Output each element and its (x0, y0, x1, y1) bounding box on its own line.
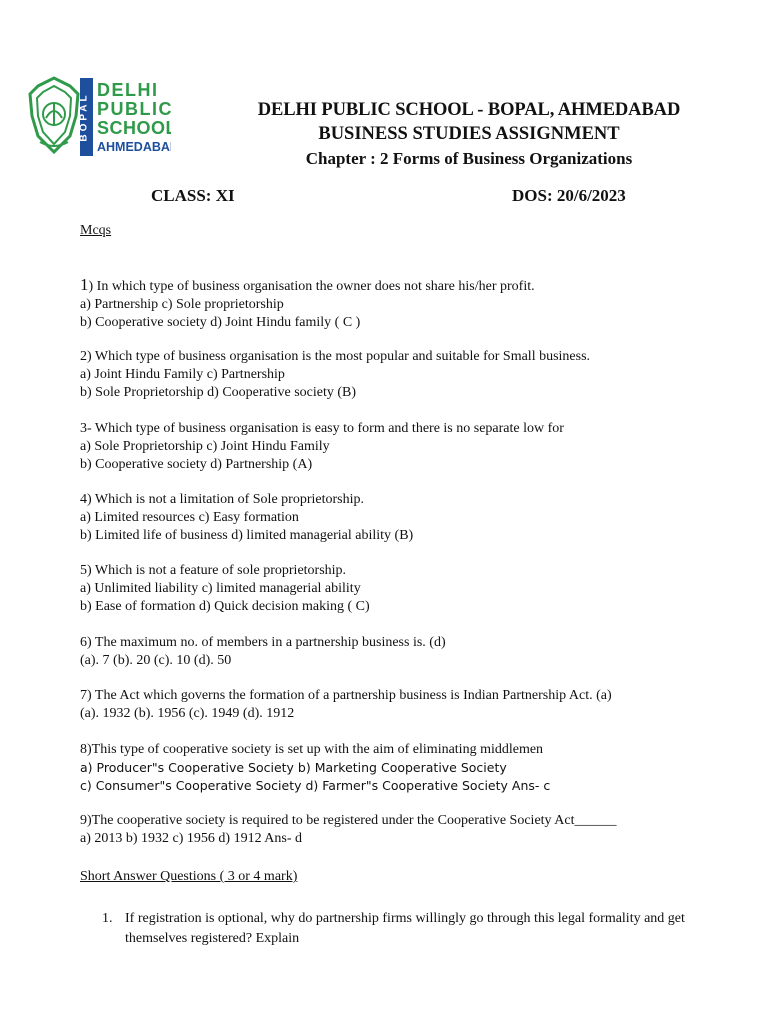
question-4 (80, 491, 413, 545)
options-line: a) 2013 b) 1932 c) 1956 d) 1912 Ans- d (80, 831, 303, 846)
options-line: b) Cooperative society d) Joint Hindu family ( C ) (80, 315, 361, 330)
question-text: 9)The cooperative society is required to be registered under the Cooperative Society Act______ (80, 813, 617, 828)
question-text: 8)This type of cooperative society is set up with the aim of eliminating middlemen (80, 742, 544, 757)
question-text: 2) Which type of business organisation is the most popular and suitable for Small business. (80, 349, 591, 364)
logo-ahmedabad-text: AHMEDABAD (97, 140, 171, 154)
logo-delhi-text: DELHI (97, 80, 159, 100)
mcqs-heading: Mcqs (80, 223, 112, 238)
question-1 (80, 276, 535, 332)
question-number: 1 (80, 275, 89, 294)
school-name: DELHI PUBLIC SCHOOL - BOPAL, AHMEDABAD (257, 100, 681, 120)
question-text: 6) The maximum no. of members in a partnership business is. (d) (80, 635, 446, 650)
options-line: b) Cooperative society d) Partnership (A) (80, 457, 313, 472)
question-3 (80, 420, 564, 474)
document-header (200, 98, 738, 172)
question-5 (80, 562, 370, 616)
question-7 (80, 687, 612, 723)
question-9 (80, 812, 617, 848)
question-2 (80, 348, 590, 402)
question-text: 7) The Act which governs the formation of a partnership business is Indian Partnership Act. (a) (80, 688, 612, 703)
options-line: a) Partnership c) Sole proprietorship (80, 297, 284, 312)
short-answer-text: If registration is optional, why do partnership firms willingly go through this legal formality and get themselves registered? Explain (125, 911, 685, 946)
school-logo (26, 76, 171, 156)
options-line: a) Limited resources c) Easy formation (80, 510, 299, 525)
logo-school-text: SCHOOL (97, 118, 171, 138)
question-text: 5) Which is not a feature of sole proprietorship. (80, 563, 347, 578)
options-line: b) Limited life of business d) limited managerial ability (B) (80, 528, 414, 543)
options-line: b) Ease of formation d) Quick decision making ( C) (80, 599, 370, 614)
options-line: a) Sole Proprietorship c) Joint Hindu Family (80, 439, 330, 454)
short-answer-heading: Short Answer Questions ( 3 or 4 mark) (80, 869, 298, 884)
logo-public-text: PUBLIC (97, 99, 171, 119)
list-number: 1. (102, 911, 113, 926)
question-text: 3- Which type of business organisation is easy to form and there is no separate low for (80, 421, 564, 436)
options-line: a) Joint Hindu Family c) Partnership (80, 367, 285, 382)
options-line: a) Producer"s Cooperative Society b) Marketing Cooperative Society (80, 760, 507, 775)
logo-bopal-text: BOPAL (78, 92, 90, 142)
question-6 (80, 634, 446, 670)
options-line: (a). 1932 (b). 1956 (c). 1949 (d). 1912 (80, 706, 295, 721)
options-line: c) Consumer"s Cooperative Society d) Farmer"s Cooperative Society Ans- c (80, 778, 551, 793)
question-8 (80, 741, 550, 795)
date-of-submission: DOS: 20/6/2023 (512, 186, 626, 205)
options-line: b) Sole Proprietorship d) Cooperative society (B) (80, 385, 357, 400)
class-label: CLASS: XI (151, 186, 235, 205)
question-text: 4) Which is not a limitation of Sole proprietorship. (80, 492, 364, 507)
question-text: ) In which type of business organisation the owner does not share his/her profit. (88, 279, 535, 294)
chapter-title: Chapter : 2 Forms of Business Organizations (305, 149, 633, 168)
options-line: (a). 7 (b). 20 (c). 10 (d). 50 (80, 653, 232, 668)
school-emblem-icon (30, 78, 78, 152)
options-line: a) Unlimited liability c) limited managerial ability (80, 581, 361, 596)
assignment-title: BUSINESS STUDIES ASSIGNMENT (318, 124, 620, 144)
